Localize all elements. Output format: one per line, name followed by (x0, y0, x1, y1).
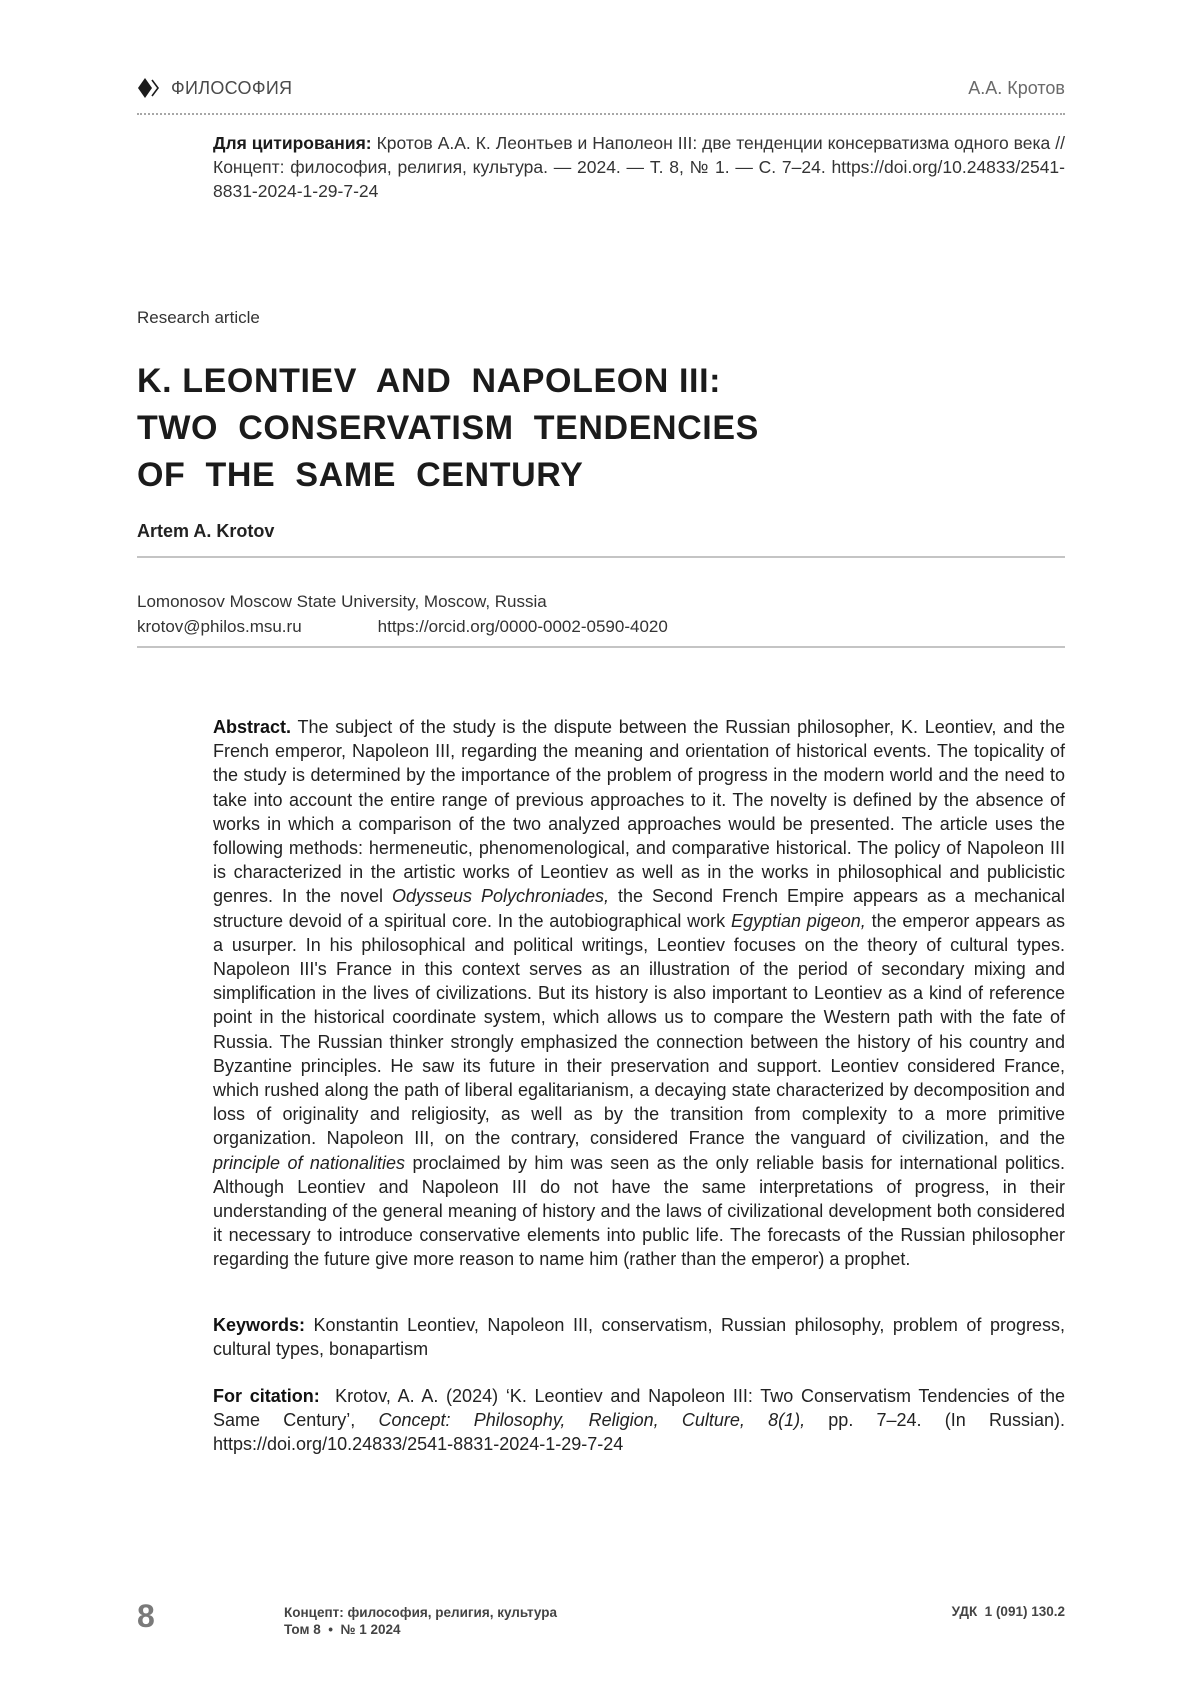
abstract-text: the Second French Empire appears as a mechanical structure devoid of a spiritual core. In the autobiographical work (213, 886, 1065, 931)
abstract-italic-term: principle of nationalities (213, 1152, 405, 1173)
abstract-italic-title: Egyptian pigeon, (730, 910, 866, 931)
article-title (137, 358, 857, 499)
citation-en-journal: Concept: Philosophy, Religion, Culture, 8(1), (378, 1410, 806, 1431)
citation-en (213, 1384, 1070, 1457)
citation-en-text: Krotov, A. A. (2024) ‘K. Leontiev and Napoleon III: Two Conservatism Tendencies of the Same Century’, (213, 1386, 1070, 1431)
author-name: Artem A. Krotov (137, 521, 275, 541)
journal-name: Концепт: философия, религия, культура (284, 1605, 558, 1620)
title-line: OF THE SAME CENTURY (137, 456, 584, 494)
author-orcid[interactable]: https://orcid.org/0000-0002-0590-4020 (377, 617, 668, 636)
running-author: А.А. Кротов (968, 78, 1065, 98)
citation-en-text: pp. 7–24. (In Russian). https://doi.org/10.24833/2541-8831-2024-1-29-7-24 (213, 1410, 1065, 1455)
diamond-logo-icon (137, 77, 163, 99)
title-line: K. LEONTIEV AND NAPOLEON III: (137, 362, 722, 400)
affiliation: Lomonosov Moscow State University, Moscow, Russia (137, 592, 547, 611)
udk-code: УДК 1 (091) 130.2 (951, 1604, 1065, 1619)
section-label: ФИЛОСОФИЯ (171, 77, 293, 98)
volume-issue: Том 8 • № 1 2024 (284, 1622, 401, 1637)
citation-en-label: For citation: (213, 1386, 320, 1406)
abstract-italic-title: Odysseus Polychroniades, (391, 886, 610, 907)
abstract-text: The subject of the study is the dispute between the Russian philosopher, K. Leontiev, and the French emperor, Napoleon III, regarding the meaning and orientation of historical events. The topicality of the study is determined by the importance of the problem of progress in the modern world and the need to take into account the entire range of previous approaches to it. The novelty is defined by the absence of works in which a comparison of the two analyzed approaches would be presented. The article uses the following methods: hermeneutic, phenomenological, and comparative historical. The policy of Napoleon III is characterized in the artistic works of Leontiev as well as in the works in philosophical and publicistic genres. In the novel (213, 717, 1065, 907)
page-number: 8 (137, 1598, 155, 1634)
footer-journal (284, 1604, 557, 1638)
citation-ru-text: Кротов А.А. К. Леонтьев и Наполеон III: две тенденции консерватизма одного века // Концепт: философия, религия, культура. — 2024. — Т. 8, № 1. — С. 7–24. https://doi.org/10.24833/2541-8831-2024-1-29-7-24 (213, 133, 1065, 201)
header-divider (137, 113, 1065, 115)
citation-ru (213, 131, 1065, 203)
citation-ru-label: Для цитирования: (213, 133, 372, 153)
abstract-text: proclaimed by him was seen as the only reliable basis for international politics. Although Leontiev and Napoleon III do not have the same interpretations of progress, in their understanding of the general meaning of history and the laws of civilizational development both considered it necessary to introduce conservative elements into public life. The forecasts of the Russian philosopher regarding the future give more reason to name him (rather than the emperor) a prophet. (213, 1152, 1065, 1270)
contact-line (137, 617, 668, 637)
abstract-label: Abstract. (213, 717, 292, 737)
author-email[interactable]: krotov@philos.msu.ru (137, 617, 302, 636)
section-header (137, 74, 292, 102)
abstract-text: the emperor appears as a usurper. In his philosophical and political writings, Leontiev focuses on the theory of cultural types. Napoleon III's France in this context serves as an illustration of the period of secondary mixing and simplification in the lives of civilizations. But its history is also important to Leontiev as a kind of reference point in the historical coordinate system, which allows us to compare the Western path with the fate of Russia. The Russian thinker strongly emphasized the connection between the history of his country and Byzantine principles. He saw its future in their preservation and support. Leontiev considered France, which rushed along the path of liberal egalitarianism, a decaying state characterized by decomposition and loss of originality and religiosity, as well as by the transition from complexity to a more primitive organization. Napoleon III, on the contrary, considered France the vanguard of civilization, and the (213, 910, 1065, 1149)
article-type: Research article (137, 308, 260, 327)
author-divider (137, 556, 1065, 558)
affiliation-divider (137, 646, 1065, 648)
keywords-label: Keywords: (213, 1315, 306, 1335)
keywords-text: Konstantin Leontiev, Napoleon III, conservatism, Russian philosophy, problem of progress, cultural types, bonapartism (213, 1315, 1065, 1360)
abstract (213, 715, 1065, 1272)
title-line: TWO CONSERVATISM TENDENCIES (137, 409, 759, 447)
keywords (213, 1313, 1065, 1361)
